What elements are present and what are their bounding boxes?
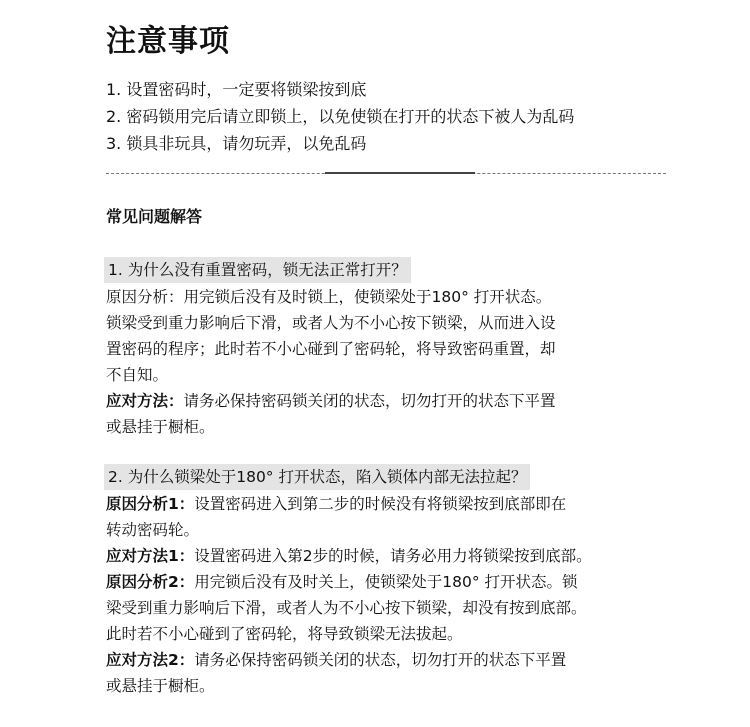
note-item: 1. 设置密码时，一定要将锁梁按到底 — [106, 80, 367, 99]
cause-line — [106, 491, 706, 517]
cause-line — [106, 569, 706, 595]
page-title: 注意事项 — [106, 24, 230, 59]
cause-text: 设置密码进入到第二步的时候没有将锁梁按到底部即在 — [194, 495, 567, 513]
faq-heading: 常见问题解答 — [106, 207, 203, 226]
solution-line: 或悬挂于橱柜。 — [106, 677, 215, 695]
cause-text: 用完锁后没有及时锁上，使锁梁处于180° 打开状态。 — [183, 288, 552, 306]
solution-line — [106, 647, 706, 673]
solution-label: 应对方法： — [106, 392, 184, 410]
cause-text: 用完锁后没有及时关上，使锁梁处于180° 打开状态。锁 — [194, 573, 578, 591]
note-item: 2. 密码锁用完后请立即锁上，以免使锁在打开的状态下被人为乱码 — [106, 107, 575, 126]
faq-question-1: 1. 为什么没有重置密码，锁无法正常打开？ — [104, 257, 411, 283]
cause-line: 此时若不小心碰到了密码轮，将导致锁梁无法拔起。 — [106, 625, 463, 643]
faq-question-2: 2. 为什么锁梁处于180° 打开状态，陷入锁体内部无法拉起？ — [104, 464, 530, 490]
cause-label: 原因分析： — [106, 288, 184, 306]
cause-label: 原因分析2： — [106, 573, 195, 591]
solution-label: 应对方法2： — [106, 651, 195, 669]
divider-accent — [325, 172, 475, 174]
solution-text: 请务必保持密码锁关闭的状态，切勿打开的状态下平置 — [194, 651, 567, 669]
cause-line: 置密码的程序；此时若不小心碰到了密码轮，将导致密码重置，却 — [106, 340, 556, 358]
note-item: 3. 锁具非玩具，请勿玩弄，以免乱码 — [106, 134, 367, 153]
cause-line: 不自知。 — [106, 366, 169, 384]
cause-line — [106, 284, 706, 310]
faq-answer-2 — [106, 491, 706, 699]
solution-text: 设置密码进入第2步的时候，请务必用力将锁梁按到底部。 — [194, 547, 592, 565]
notes-list — [106, 76, 574, 157]
solution-line — [106, 388, 706, 414]
cause-line: 锁梁受到重力影响后下滑，或者人为不小心按下锁梁，从而进入设 — [106, 314, 556, 332]
cause-line: 转动密码轮。 — [106, 521, 200, 539]
solution-line — [106, 543, 706, 569]
solution-text: 请务必保持密码锁关闭的状态，切勿打开的状态下平置 — [183, 392, 556, 410]
cause-label: 原因分析1： — [106, 495, 195, 513]
cause-line: 梁受到重力影响后下滑，或者人为不小心按下锁梁，却没有按到底部。 — [106, 599, 587, 617]
faq-answer-1 — [106, 284, 706, 440]
solution-label: 应对方法1： — [106, 547, 195, 565]
solution-line: 或悬挂于橱柜。 — [106, 418, 215, 436]
